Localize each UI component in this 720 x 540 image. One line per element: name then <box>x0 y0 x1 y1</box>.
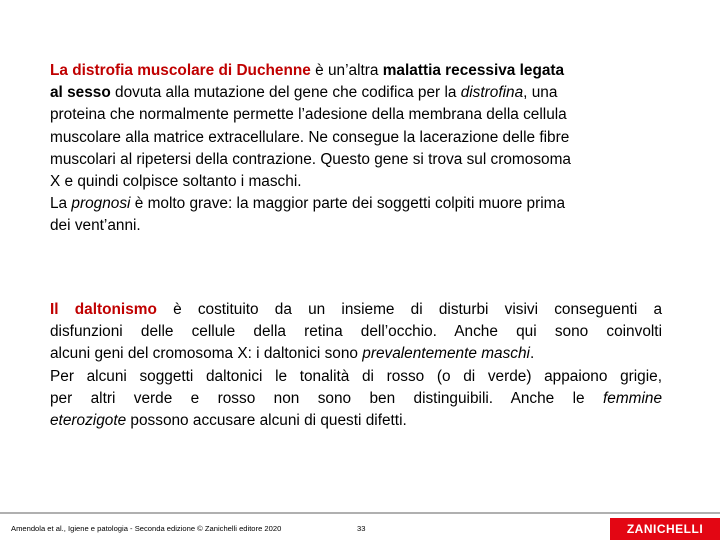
daltonism-line-6 <box>50 410 662 432</box>
daltonism-line-4: Per alcuni soggetti daltonici le tonalità di rosso (o di verde) appaiono grigie, <box>50 367 662 385</box>
text-span: La <box>50 195 72 213</box>
text-span: possono accusare alcuni di questi difetti. <box>126 412 407 430</box>
daltonism-term: Il daltonismo <box>50 301 157 318</box>
duchenne-line-8: dei vent’anni. <box>50 217 141 235</box>
females-term: femmine <box>602 389 662 407</box>
duchenne-line-6: X e quindi colpisce soltanto i maschi. <box>50 173 302 191</box>
duchenne-line-4: muscolare alla matrice extracellulare. Ne consegue la lacerazione delle fibre <box>50 128 570 146</box>
prognosi-term: prognosi <box>71 195 131 213</box>
duchenne-line-5: muscolari al ripetersi della contrazione. Questo gene si trova sul cromosoma <box>50 150 571 168</box>
duchenne-line-7 <box>50 193 662 215</box>
text-span: alcuni geni del cromosoma X: i daltonici sono <box>50 345 363 363</box>
daltonism-line-5 <box>50 388 662 410</box>
footer <box>0 512 720 540</box>
heterozygous-term: eterozigote <box>50 412 127 430</box>
daltonism-line-2: disfunzioni delle cellule della retina dell’occhio. Anche qui sono coinvolti <box>50 323 662 341</box>
text-span: dovuta alla mutazione del gene che codifica per la <box>110 84 461 102</box>
footer-divider <box>0 512 720 514</box>
footer-credit: Amendola et al., Igiene e patologia - Seconda edizione © Zanichelli editore 2020 <box>11 524 282 533</box>
recessive-term: malattia recessiva legata <box>382 62 565 79</box>
text-span: , una <box>523 84 558 102</box>
text-span: è un’altra <box>310 62 383 79</box>
publisher-logo: ZANICHELLI <box>610 518 720 540</box>
text-span: per altri verde e rosso non sono ben distinguibili. Anche le <box>50 389 603 407</box>
distrofina-term: distrofina <box>460 84 524 102</box>
males-term: prevalentemente maschi <box>362 345 530 363</box>
daltonism-paragraph <box>50 299 662 432</box>
duchenne-line-1 <box>50 60 662 82</box>
duchenne-term: La distrofia muscolare di Duchenne <box>50 62 311 79</box>
page-number: 33 <box>357 524 366 533</box>
duchenne-line-3: proteina che normalmente permette l’adesione della membrana della cellula <box>50 106 567 124</box>
sex-linked-term: al sesso <box>50 84 111 102</box>
text-span: . <box>529 345 535 363</box>
text-span: è molto grave: la maggior parte dei soggetti colpiti muore prima <box>130 195 566 213</box>
daltonism-line-3 <box>50 343 662 365</box>
text-span: è costituito da un insieme di disturbi visivi conseguenti a <box>156 301 663 318</box>
daltonism-line-1 <box>50 299 662 321</box>
duchenne-line-2 <box>50 82 662 104</box>
duchenne-paragraph <box>50 60 662 238</box>
